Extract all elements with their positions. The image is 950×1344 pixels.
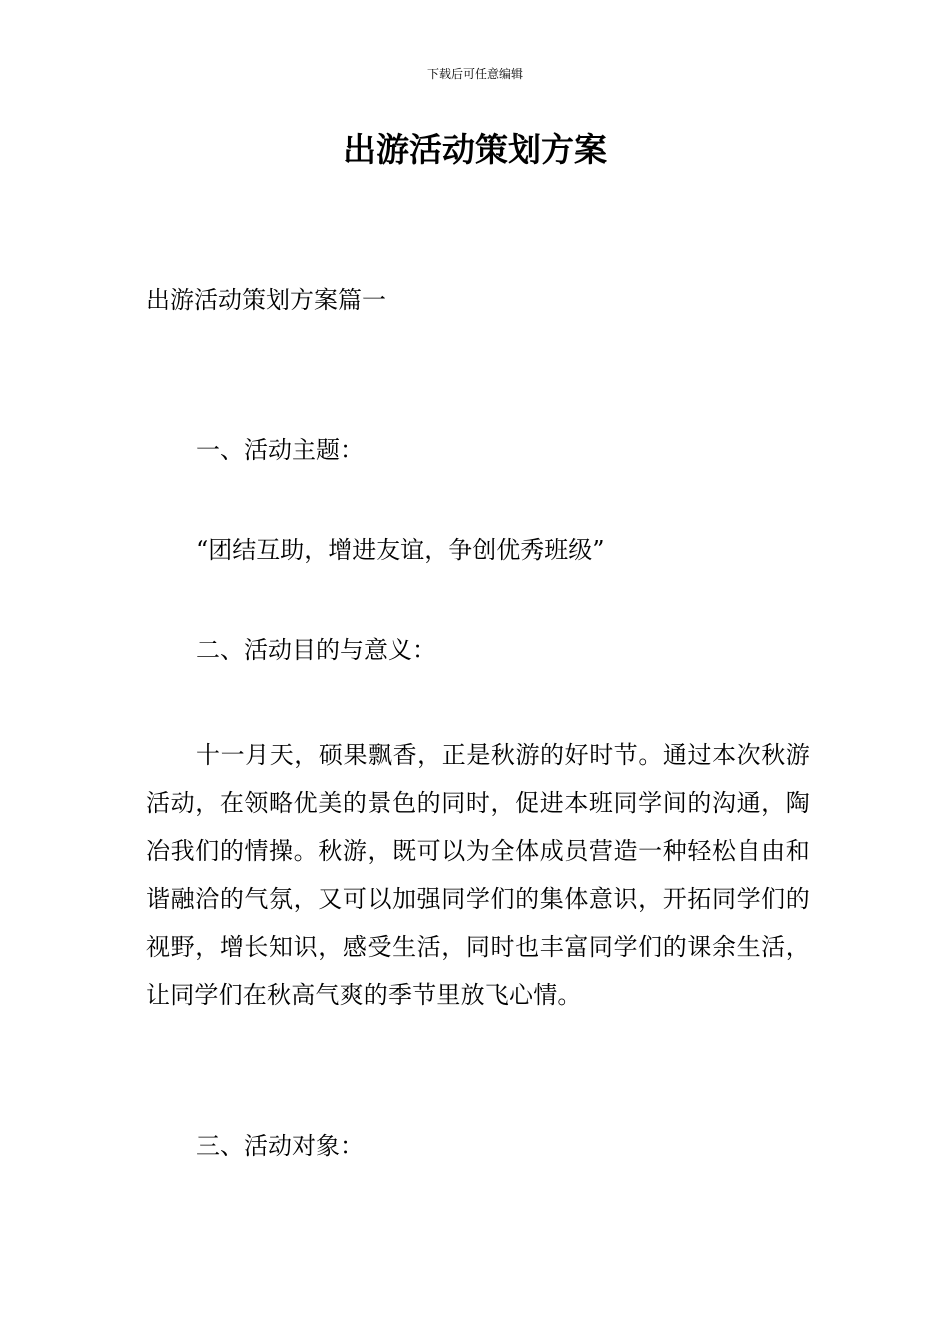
purpose-paragraph: 十一月天，硕果飘香，正是秋游的好时节。通过本次秋游活动，在领略优美的景色的同时，促进本班同学间的沟通，陶冶我们的情操。秋游，既可以为全体成员营造一种轻松自由和谐融洽的气氛，又可以加强同学们的集体意识，开拓同学们的视野，增长知识，感受生活，同时也丰富同学们的课余生活，让同学们在秋高气爽的季节里放飞心情。 [146, 741, 810, 1009]
heading-activity-theme: 一、活动主题： [196, 436, 364, 464]
activity-theme-text: “团结互助，增进友谊，争创优秀班级” [196, 536, 605, 564]
document-title: 出游活动策划方案 [343, 130, 607, 169]
header-note: 下载后可任意编辑 [426, 67, 523, 81]
section-title: 出游活动策划方案篇一 [146, 286, 386, 314]
heading-purpose-significance: 二、活动目的与意义： [196, 636, 436, 664]
heading-activity-target: 三、活动对象： [196, 1132, 364, 1160]
